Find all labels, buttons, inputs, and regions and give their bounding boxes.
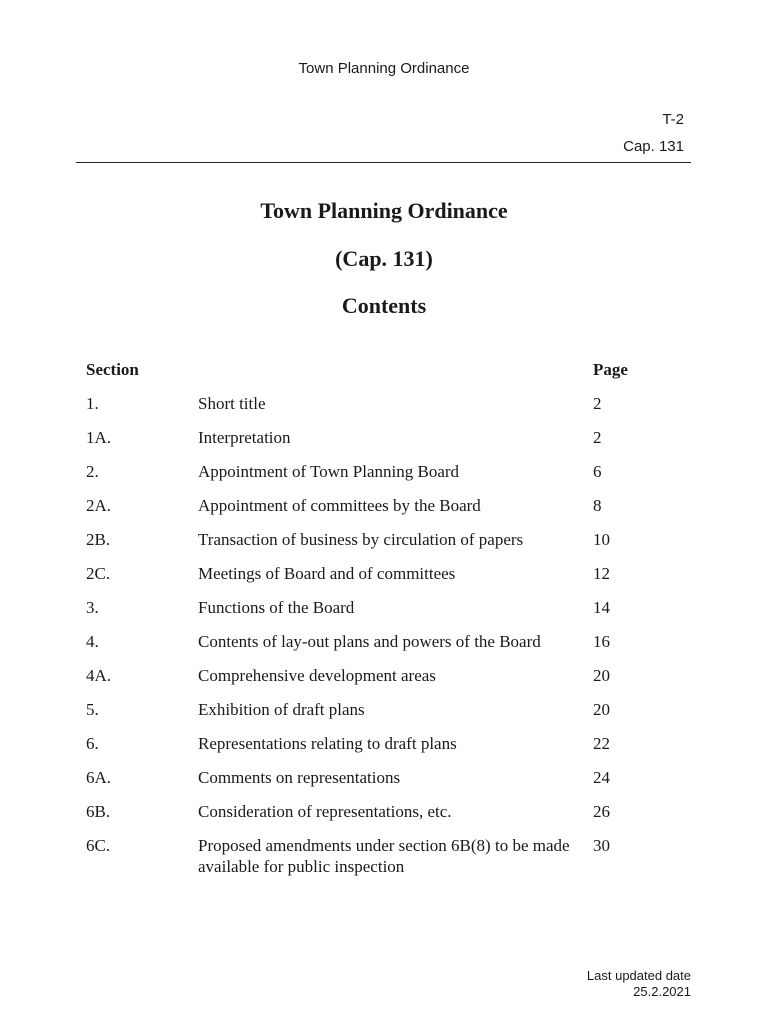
contents-heading: Contents [341, 293, 427, 318]
toc-section-number: 2. [86, 462, 99, 481]
toc-section-title: Short title [198, 394, 266, 413]
toc-rows [86, 393, 666, 890]
toc-section-title: Consideration of representations, etc. [198, 802, 452, 821]
toc-section-number: 4A. [86, 666, 112, 685]
toc-page-number: 14 [593, 598, 610, 617]
toc-row [86, 699, 666, 733]
toc-section-title: Interpretation [198, 428, 291, 447]
toc-section-number: 2C. [86, 564, 111, 583]
toc-row [86, 597, 666, 631]
toc-section-number: 6A. [86, 768, 112, 787]
running-header: Town Planning Ordinance [298, 60, 470, 77]
reference-code: T-2 [662, 111, 684, 128]
table-of-contents [86, 359, 666, 890]
toc-page-number: 10 [593, 530, 610, 549]
toc-row [86, 461, 666, 495]
toc-row [86, 733, 666, 767]
toc-section-number: 2A. [86, 496, 112, 515]
toc-section-title: Appointment of committees by the Board [198, 496, 481, 515]
toc-section-number: 4. [86, 632, 99, 651]
toc-page-number: 22 [593, 734, 610, 753]
toc-section-number: 2B. [86, 530, 111, 549]
toc-row [86, 529, 666, 563]
document-title: Town Planning Ordinance [260, 198, 508, 223]
header-divider [76, 162, 691, 163]
toc-page-number: 26 [593, 802, 610, 821]
toc-section-title: Functions of the Board [198, 598, 355, 617]
toc-header-row [86, 359, 666, 393]
toc-page-number: 2 [593, 394, 602, 413]
toc-section-number: 6B. [86, 802, 111, 821]
title-column-header [198, 359, 593, 393]
section-column-header: Section [86, 360, 139, 379]
toc-section-title: Comprehensive development areas [198, 666, 436, 685]
toc-section-title: Appointment of Town Planning Board [198, 462, 460, 481]
toc-row [86, 495, 666, 529]
toc-section-title: Exhibition of draft plans [198, 700, 365, 719]
toc-section-title: Transaction of business by circulation of papers [198, 530, 524, 549]
toc-section-number: 1. [86, 394, 99, 413]
footer [587, 968, 691, 1000]
page-column-header: Page [593, 360, 628, 379]
toc-page-number: 12 [593, 564, 610, 583]
toc-page-number: 20 [593, 666, 610, 685]
toc-page-number: 2 [593, 428, 602, 447]
toc-page-number: 24 [593, 768, 610, 787]
toc-section-number: 5. [86, 700, 99, 719]
toc-section-number: 1A. [86, 428, 112, 447]
toc-row [86, 427, 666, 461]
toc-section-title: Contents of lay-out plans and powers of the Board [198, 632, 541, 651]
toc-row [86, 835, 666, 890]
toc-section-title: Meetings of Board and of committees [198, 564, 456, 583]
chapter-reference: Cap. 131 [623, 138, 684, 155]
toc-row [86, 631, 666, 665]
toc-page-number: 6 [593, 462, 602, 481]
toc-row [86, 767, 666, 801]
document-subtitle: (Cap. 131) [335, 246, 433, 271]
toc-section-title: Representations relating to draft plans [198, 734, 457, 753]
toc-section-title: Proposed amendments under section 6B(8) to be made available for public inspection [198, 836, 570, 876]
toc-page-number: 8 [593, 496, 602, 515]
toc-page-number: 20 [593, 700, 610, 719]
toc-row [86, 801, 666, 835]
toc-page-number: 30 [593, 836, 610, 855]
toc-section-number: 6C. [86, 836, 111, 855]
toc-section-number: 3. [86, 598, 99, 617]
toc-section-title: Comments on representations [198, 768, 401, 787]
last-updated-date: 25.2.2021 [633, 984, 691, 999]
toc-row [86, 393, 666, 427]
toc-row [86, 563, 666, 597]
toc-section-number: 6. [86, 734, 99, 753]
toc-row [86, 665, 666, 699]
toc-page-number: 16 [593, 632, 610, 651]
last-updated-label: Last updated date [586, 968, 691, 983]
